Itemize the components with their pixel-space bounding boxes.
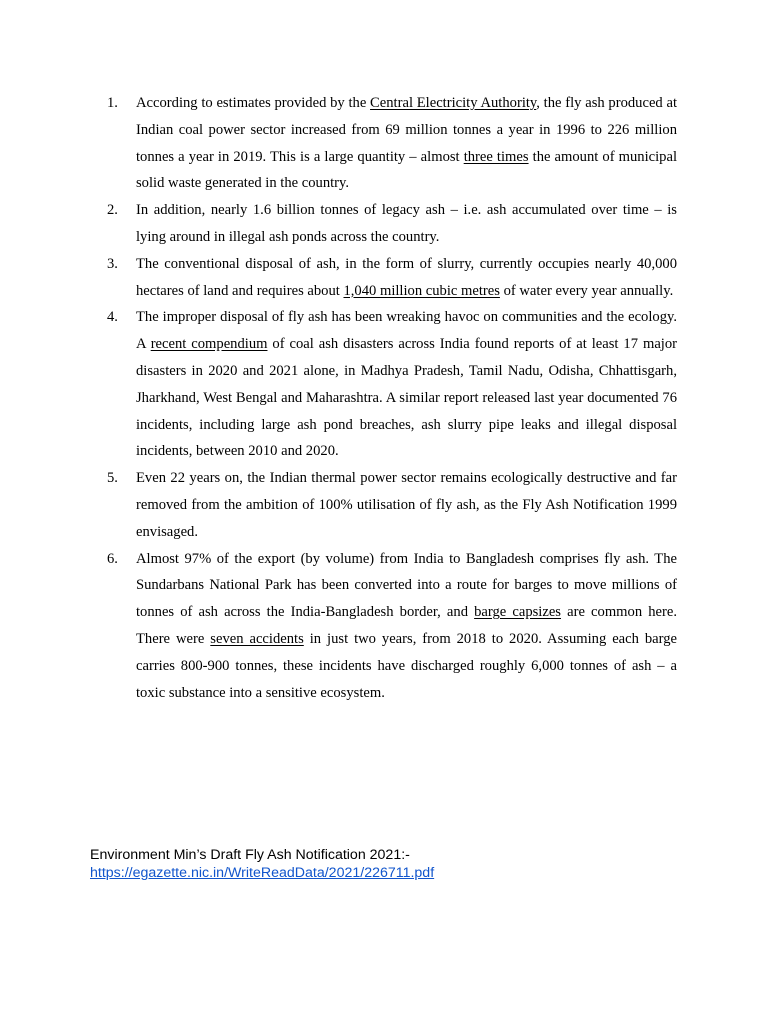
inline-link[interactable]: seven accidents — [210, 630, 304, 647]
list-item-number: 3. — [107, 255, 118, 272]
list-item — [107, 465, 677, 545]
text-run: are common here. There were — [136, 604, 677, 647]
list-item — [107, 546, 677, 707]
text-run: of water every year annually. — [499, 282, 674, 299]
text-run: the amount of municipal solid waste generated in the country. — [136, 148, 678, 192]
list-item — [107, 251, 677, 305]
numbered-list — [107, 90, 677, 706]
inline-link[interactable]: recent compendium — [150, 336, 268, 353]
text-run: in just two years, from 2018 to 2020. Assuming each barge carries 800-900 tonnes, these incidents have discharged roughly 6,000 tonnes of ash – a toxic substance into a sensitive ecosystem. — [136, 630, 678, 701]
inline-link[interactable]: three times — [463, 148, 529, 165]
text-run: The improper disposal of fly ash has been wreaking havoc on communities and the ecology. A — [136, 309, 677, 353]
inline-link[interactable]: Central Electricity Authority — [370, 95, 537, 111]
list-item — [107, 90, 677, 197]
text-run: Even 22 years on, the Indian thermal power sector remains ecologically destructive and far removed from the ambition of 100% utilisation of fly ash, as the Fly Ash Notification 1999 envisaged. — [136, 470, 677, 540]
list-item-number: 6. — [107, 550, 118, 567]
footer-caption: Environment Min’s Draft Fly Ash Notification 2021:- — [90, 847, 410, 863]
list-item-text — [136, 251, 677, 305]
text-run: In addition, nearly 1.6 billion tonnes of legacy ash – i.e. ash accumulated over time – is lying around in illegal ash ponds across the country. — [136, 202, 677, 245]
list-item-text — [136, 304, 677, 465]
text-run: of coal ash disasters across India found reports of at least 17 major disasters in 2020 and 2021 alone, in Madhya Pradesh, Tamil Nadu, Odisha, Chhattisgarh, Jharkhand, West Bengal and Maharashtra. A similar report released last year documented 76 incidents, including large ash pond breaches, ash slurry pipe leaks and illegal disposal incidents, between 2010 and 2020. — [136, 336, 678, 460]
inline-link[interactable]: 1,040 million cubic metres — [343, 282, 500, 299]
list-item-number: 2. — [107, 202, 118, 219]
text-run: According to estimates provided by the — [136, 95, 371, 111]
list-item — [107, 197, 677, 251]
text-run: , the fly ash produced at Indian coal power sector increased from 69 million tonnes a year in 1996 to 226 million tonnes a year in 2019. This is a large quantity – almost — [136, 95, 677, 165]
list-item-text — [136, 546, 677, 707]
footer-reference — [90, 846, 690, 882]
list-item-number: 5. — [107, 470, 118, 487]
list-item-number: 4. — [107, 309, 118, 326]
list-item — [107, 304, 677, 465]
list-item-text — [136, 90, 677, 197]
list-item-text — [136, 465, 677, 545]
inline-link[interactable]: barge capsizes — [474, 604, 561, 621]
gazette-link[interactable]: https://egazette.nic.in/WriteReadData/2021/226711.pdf — [90, 865, 435, 881]
text-run: The conventional disposal of ash, in the form of slurry, currently occupies nearly 40,000 hectares of land and requires about — [136, 255, 677, 299]
text-run: Almost 97% of the export (by volume) from India to Bangladesh comprises fly ash. The Sundarbans National Park has been converted into a route for barges to move millions of tonnes of ash across the India-Bangladesh border, and — [136, 550, 677, 621]
list-item-number: 1. — [107, 95, 118, 111]
list-item-text — [136, 197, 677, 251]
